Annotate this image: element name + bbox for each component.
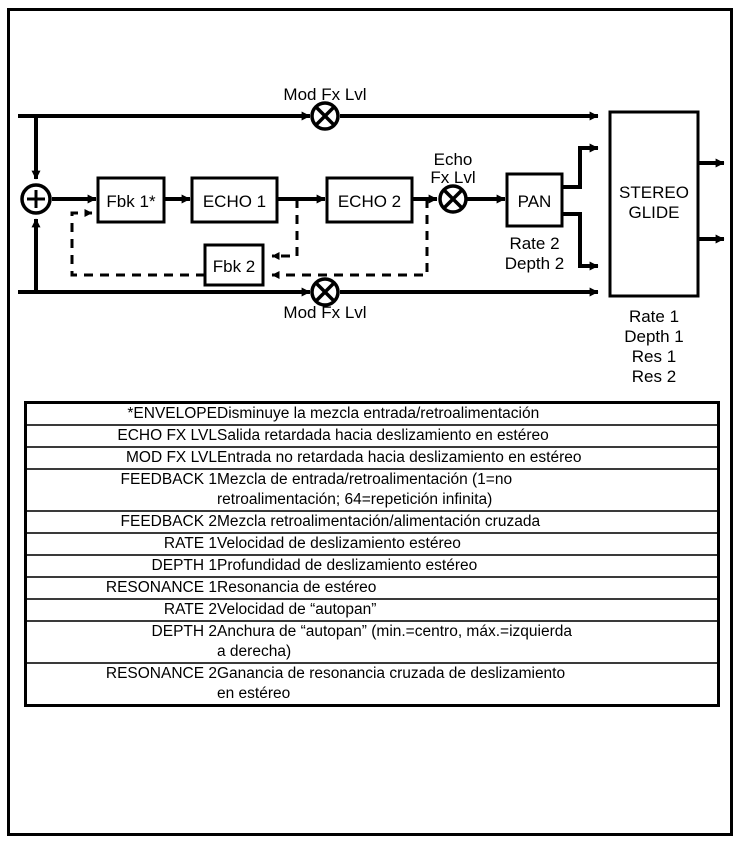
- param-name: ECHO FX LVL: [26, 425, 218, 447]
- pan-block: [505, 174, 565, 273]
- param-name: *ENVELOPE: [127, 405, 217, 422]
- stereo-glide-outputs: [698, 163, 724, 239]
- parameter-table-container: [24, 401, 720, 707]
- desc-line: Mezcla retroalimentación/alimentación cruzada: [217, 513, 541, 530]
- desc-line: Anchura de “autopan” (min.=centro, máx.=izquierda: [217, 623, 572, 640]
- param-description: [217, 447, 719, 469]
- desc-line: Resonancia de estéreo: [217, 579, 377, 596]
- glide-param-res2: Res 2: [631, 367, 677, 386]
- echo-fx-lvl-multiplier: [430, 150, 475, 212]
- param-name: RESONANCE 2: [26, 663, 218, 706]
- pan-label: PAN: [517, 192, 552, 211]
- table-row: [26, 621, 719, 663]
- param-name: FEEDBACK 2: [26, 511, 218, 533]
- table-row: [26, 403, 719, 426]
- desc-line: Profundidad de deslizamiento estéreo: [217, 557, 478, 574]
- bottom-mod-rail: [18, 279, 598, 322]
- param-name: DEPTH 2: [26, 621, 218, 663]
- signal-flow-diagram: [10, 11, 730, 391]
- summing-junction: [22, 185, 50, 213]
- echo2-block: [327, 178, 412, 222]
- fbk2-block: [205, 245, 263, 285]
- table-row: [26, 511, 719, 533]
- desc-line: Ganancia de resonancia cruzada de deslizamiento: [217, 665, 566, 682]
- param-description: [217, 425, 719, 447]
- table-row: [26, 447, 719, 469]
- param-name: MOD FX LVL: [26, 447, 218, 469]
- param-name: RATE 2: [26, 599, 218, 621]
- mod-fx-lvl-top-label: Mod Fx Lvl: [283, 85, 367, 104]
- param-description: [217, 533, 719, 555]
- stereo-glide-label-line2: GLIDE: [628, 203, 680, 222]
- param-description: [217, 403, 719, 426]
- table-row: [26, 469, 719, 511]
- param-name: RESONANCE 1: [26, 577, 218, 599]
- pan-right-output-link: [562, 214, 598, 266]
- glide-param-rate1: Rate 1: [628, 307, 680, 326]
- fbk1-block: [98, 178, 164, 222]
- echo1-block: [192, 178, 277, 222]
- param-description: [217, 555, 719, 577]
- param-description: [217, 469, 719, 511]
- table-row: [26, 599, 719, 621]
- parameter-table: [24, 401, 720, 707]
- echo2-label: ECHO 2: [337, 192, 402, 211]
- desc-line: a derecha): [217, 643, 292, 660]
- pan-left-output-link: [562, 148, 598, 187]
- echo-fx-lvl-label-line1: Echo: [433, 150, 473, 169]
- param-description: [217, 577, 719, 599]
- param-name: FEEDBACK 1: [26, 469, 218, 511]
- table-row: [26, 425, 719, 447]
- top-mod-rail: [18, 85, 598, 129]
- param-description: [217, 663, 719, 706]
- desc-line: Velocidad de “autopan”: [217, 601, 377, 618]
- echo1-label: ECHO 1: [202, 192, 267, 211]
- param-name: RATE 1: [26, 533, 218, 555]
- desc-line: Salida retardada hacia deslizamiento en estéreo: [217, 427, 549, 444]
- desc-line: en estéreo: [217, 685, 291, 702]
- desc-line: retroalimentación; 64=repetición infinita): [217, 491, 493, 508]
- desc-line: Disminuye la mezcla entrada/retroalimentación: [217, 405, 540, 422]
- glide-param-depth1: Depth 1: [624, 327, 684, 346]
- pan-param-rate2: Rate 2: [509, 234, 560, 253]
- table-row: [26, 577, 719, 599]
- param-description: [217, 621, 719, 663]
- glide-param-res1: Res 1: [631, 347, 677, 366]
- desc-line: Mezcla de entrada/retroalimentación (1=no: [217, 471, 513, 488]
- content-frame: [7, 8, 733, 836]
- desc-line: Velocidad de deslizamiento estéreo: [217, 535, 461, 552]
- param-description: [217, 599, 719, 621]
- table-row: [26, 663, 719, 706]
- stereo-glide-block: [610, 112, 698, 386]
- pan-param-depth2: Depth 2: [504, 254, 565, 273]
- param-name: DEPTH 1: [26, 555, 218, 577]
- mod-fx-lvl-bottom-label: Mod Fx Lvl: [283, 303, 367, 322]
- fbk2-label: Fbk 2: [212, 257, 256, 276]
- table-row: [26, 533, 719, 555]
- table-row: [26, 555, 719, 577]
- desc-line: Entrada no retardada hacia deslizamiento en estéreo: [217, 449, 582, 466]
- param-description: [217, 511, 719, 533]
- echo-fx-lvl-label-line2: Fx Lvl: [430, 168, 476, 187]
- stereo-glide-label-line1: STEREO: [619, 183, 689, 202]
- pan-to-glide-links: [562, 148, 598, 266]
- fbk1-label: Fbk 1*: [106, 192, 156, 211]
- diagram-canvas: [10, 11, 730, 391]
